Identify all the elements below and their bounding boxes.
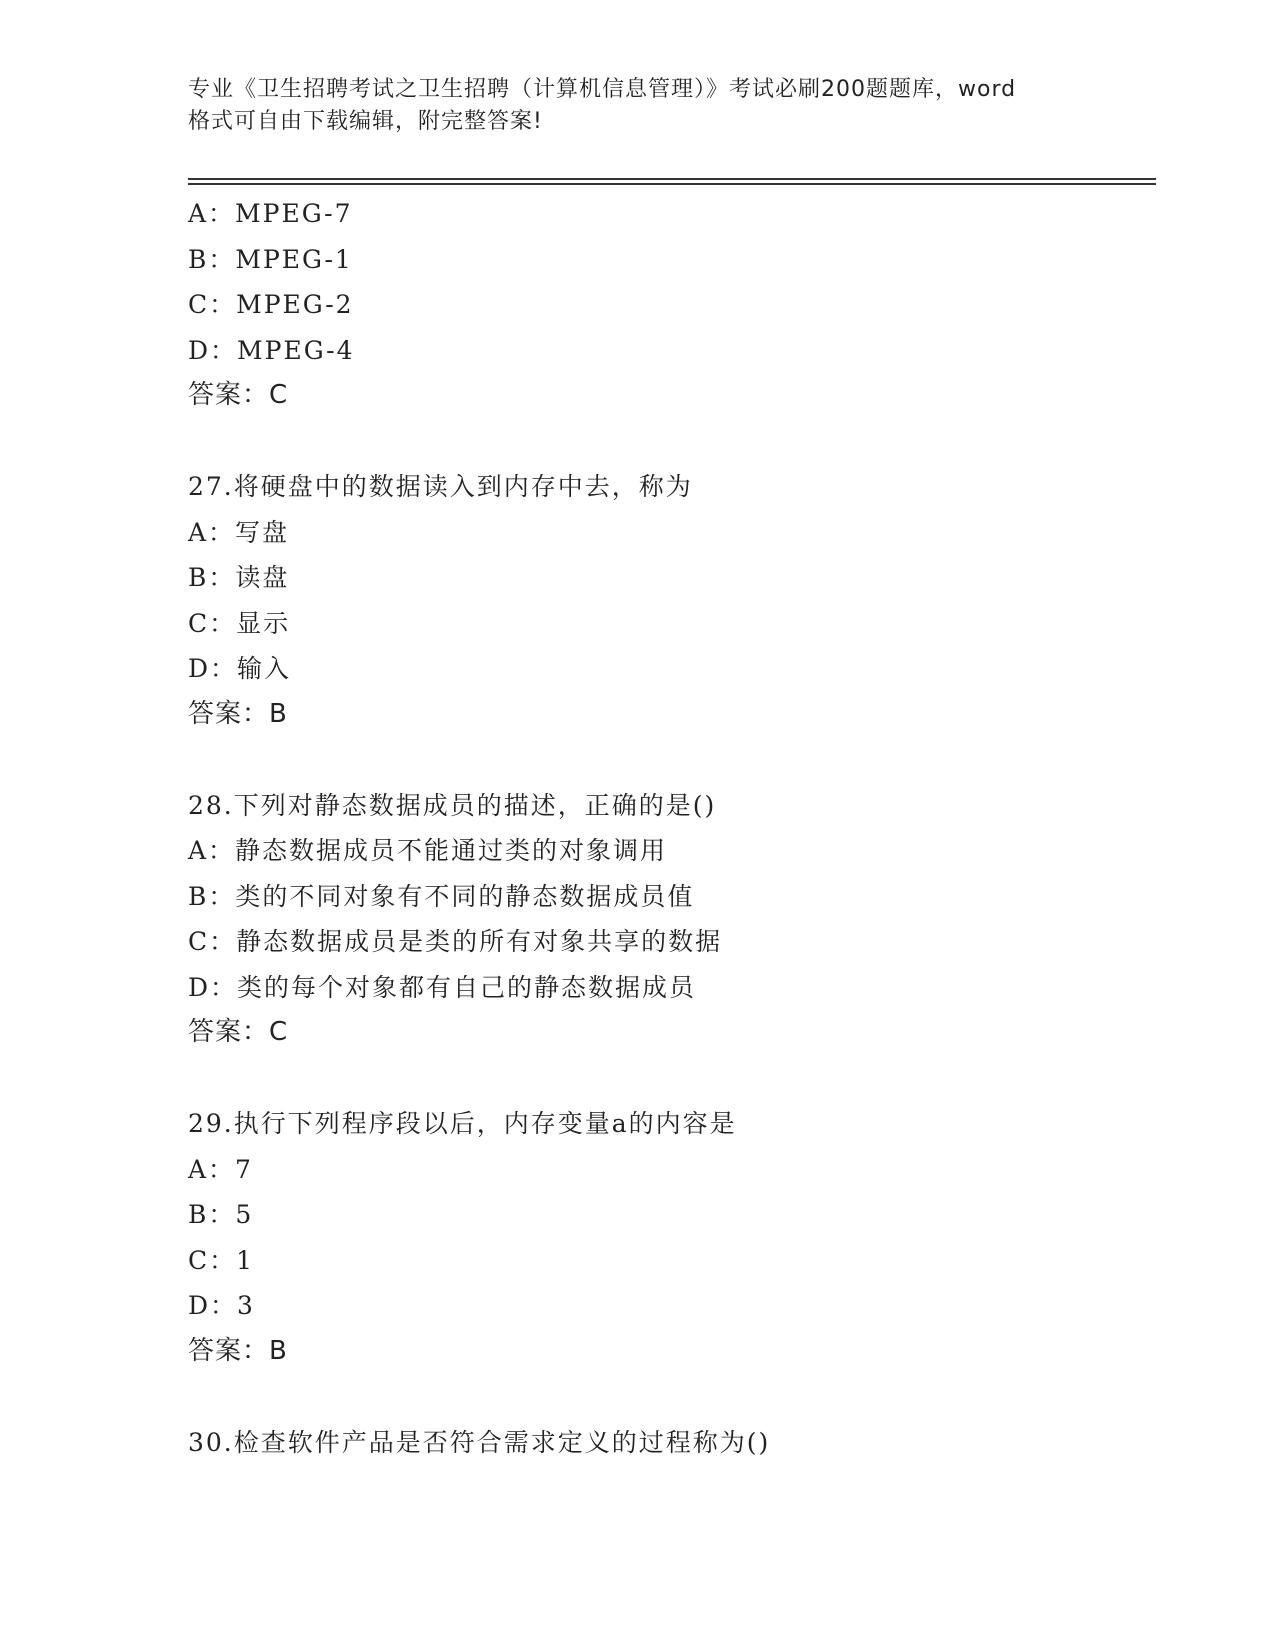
option-d: D：输入	[188, 654, 292, 683]
header-divider-top	[188, 178, 1156, 180]
option-c: C：显示	[188, 608, 291, 638]
option-a: A：静态数据成员不能通过类的对象调用	[188, 836, 668, 865]
option-a: A：7	[188, 1154, 253, 1184]
answer-line: 答案：C	[188, 1017, 289, 1047]
answer-line: 答案：B	[188, 698, 288, 729]
option-a: A：MPEG-7	[188, 199, 353, 228]
question-block-28	[188, 783, 1148, 1056]
question-block-30	[188, 1420, 1148, 1466]
answer-line: 答案：C	[188, 380, 289, 410]
option-b: B：类的不同对象有不同的静态数据成员值	[188, 881, 695, 911]
spacer	[188, 419, 1148, 465]
spacer	[188, 1056, 1148, 1102]
option-b: B：读盘	[188, 563, 290, 592]
question-block-29	[188, 1101, 1148, 1374]
question-text: 28.下列对静态数据成员的描述，正确的是()	[188, 790, 717, 820]
option-d: D：类的每个对象都有自己的静态数据成员	[188, 972, 697, 1002]
question-block-26	[188, 191, 1148, 419]
option-b: B：MPEG-1	[188, 244, 353, 274]
question-text: 29.执行下列程序段以后，内存变量a的内容是	[188, 1109, 737, 1138]
option-b: B：5	[188, 1200, 254, 1229]
question-text: 30.检查软件产品是否符合需求定义的过程称为()	[188, 1427, 771, 1457]
option-a: A：写盘	[188, 517, 290, 547]
spacer	[188, 737, 1148, 783]
header-title-line-1: 专业《卫生招聘考试之卫生招聘（计算机信息管理）》考试必刷200题题库，word	[188, 77, 1017, 102]
option-d: D：3	[188, 1291, 255, 1320]
option-c: C：MPEG-2	[188, 290, 354, 319]
question-text: 27.将硬盘中的数据读入到内存中去，称为	[188, 472, 693, 501]
spacer	[188, 1374, 1148, 1420]
answer-line: 答案：B	[188, 1335, 288, 1366]
option-c: C：1	[188, 1245, 255, 1275]
header-title-line-2: 格式可自由下载编辑，附完整答案!	[188, 109, 543, 134]
document-header	[188, 74, 1088, 138]
question-list	[188, 191, 1148, 1465]
option-d: D：MPEG-4	[188, 335, 355, 365]
option-c: C：静态数据成员是类的所有对象共享的数据	[188, 927, 723, 956]
header-divider-bottom	[188, 183, 1156, 185]
question-block-27	[188, 464, 1148, 737]
